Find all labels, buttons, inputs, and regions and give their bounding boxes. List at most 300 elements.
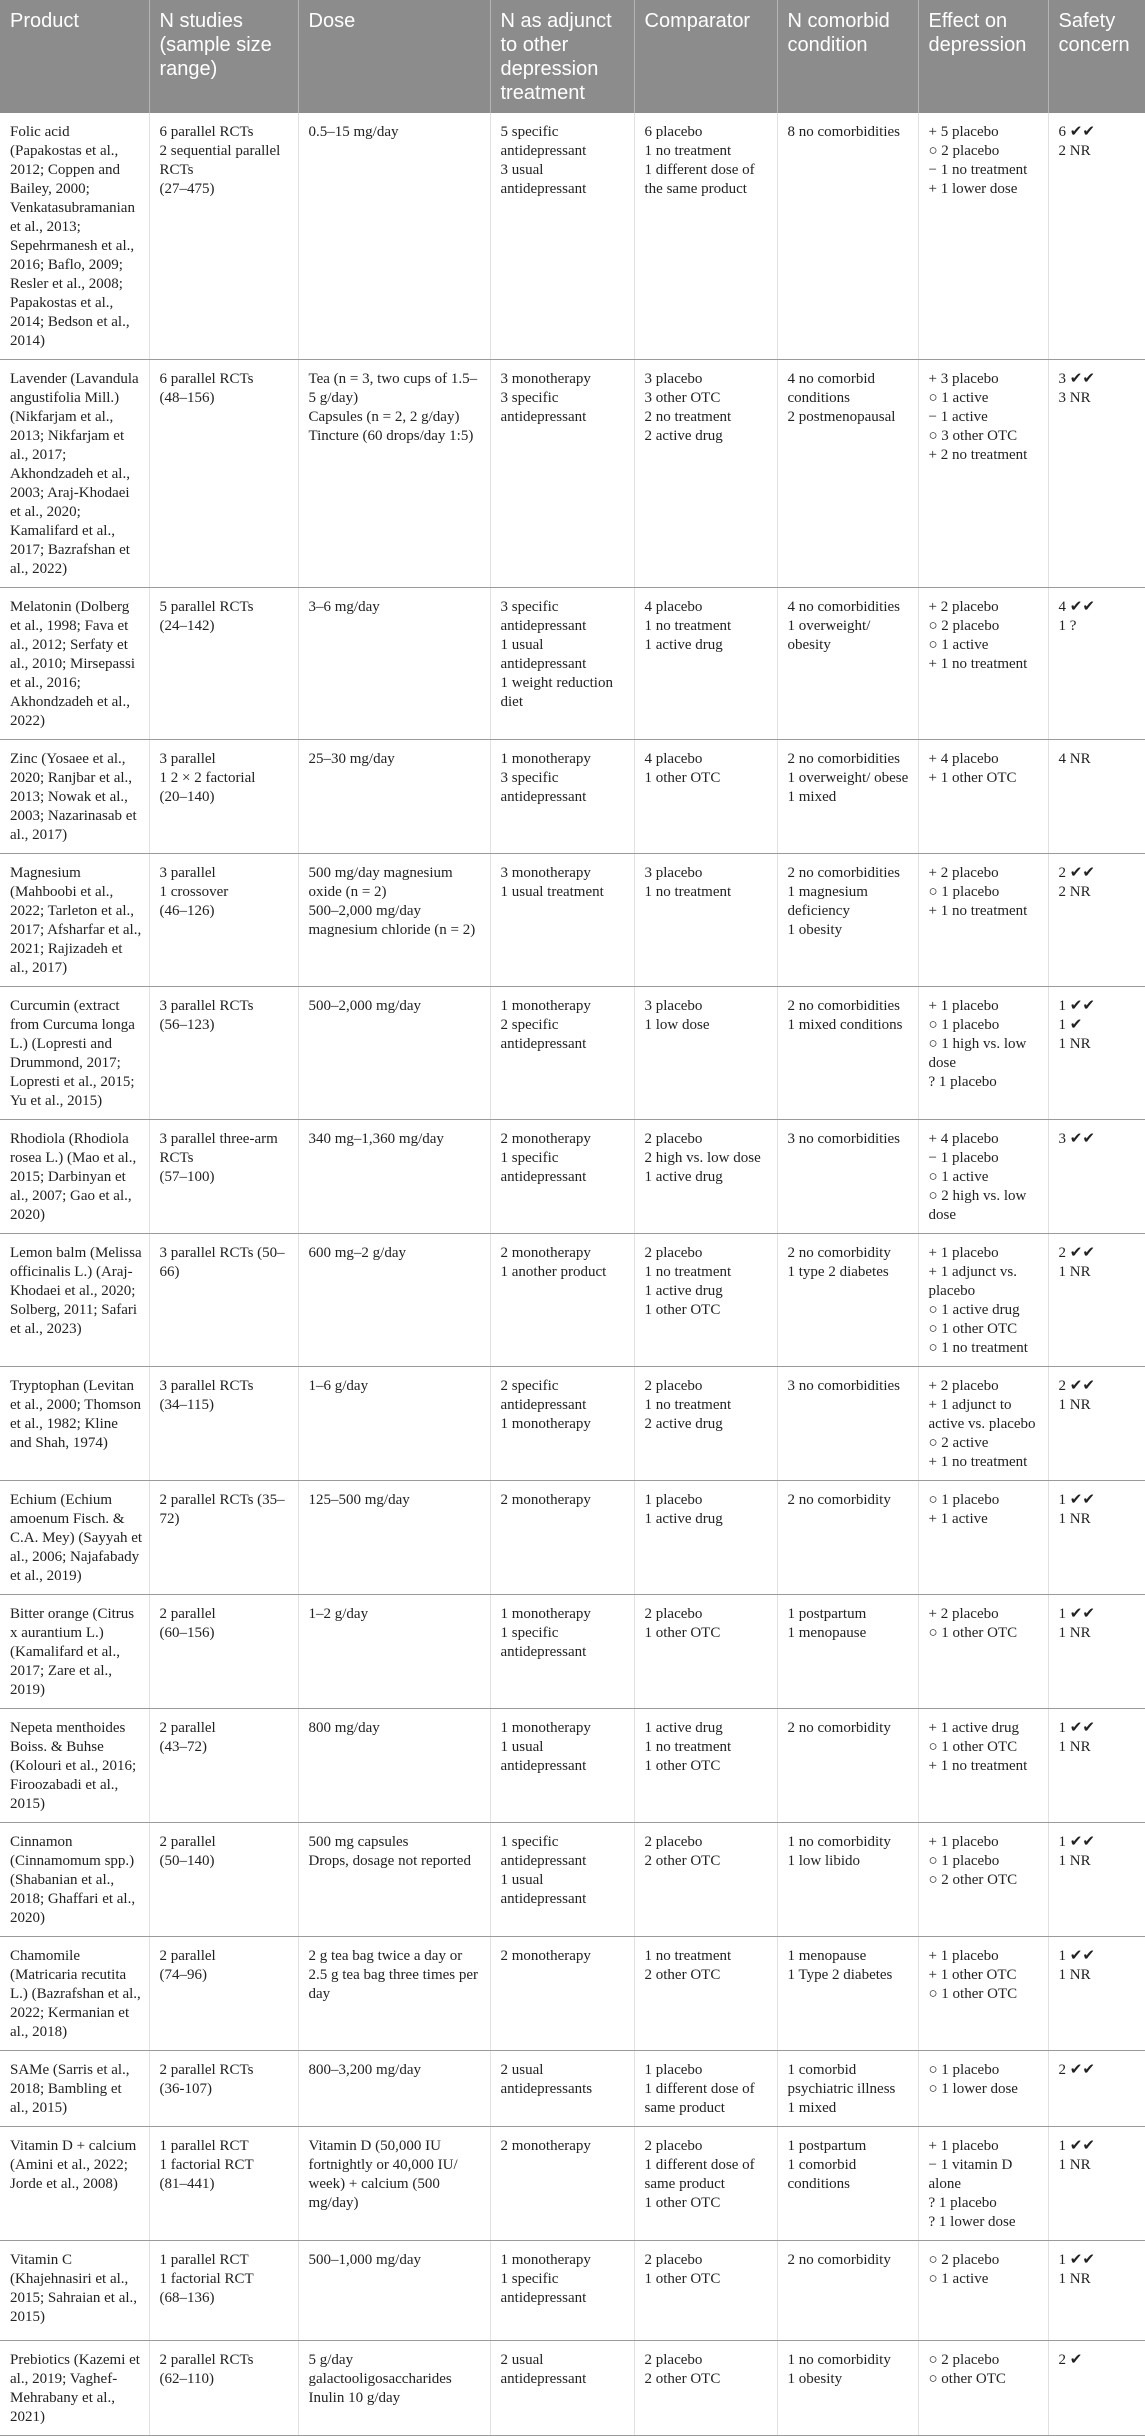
cell-text: 2 parallel (74–96) bbox=[159, 1948, 216, 1983]
cell-n-studies bbox=[149, 360, 298, 588]
cell-comparator bbox=[634, 740, 777, 854]
cell-text: 1–2 g/day bbox=[308, 1606, 369, 1622]
cell-comorbid bbox=[777, 2241, 918, 2341]
cell-text: 800 mg/day bbox=[308, 1720, 380, 1736]
cell-text: 1 specific antidepressant 1 usual antidepressant bbox=[500, 1834, 587, 1907]
cell-safety bbox=[1048, 1709, 1145, 1823]
cell-comorbid bbox=[777, 987, 918, 1120]
cell-effect bbox=[918, 1823, 1048, 1937]
cell-text: 3 no comorbidities bbox=[787, 1378, 900, 1394]
cell-safety bbox=[1048, 1234, 1145, 1367]
cell-adjunct bbox=[490, 1709, 634, 1823]
cell-safety bbox=[1048, 1937, 1145, 2051]
cell-text: 25–30 mg/day bbox=[308, 751, 395, 767]
cell-text: 1 ✔✔ 1 NR bbox=[1058, 1492, 1095, 1527]
cell-text: 2 placebo 2 other OTC bbox=[644, 1834, 721, 1869]
cell-adjunct bbox=[490, 1234, 634, 1367]
cell-text: 1 active drug 1 no treatment 1 other OTC bbox=[644, 1720, 732, 1774]
cell-text: Bitter orange (Citrus x aurantium L.) (Kamalifard et al., 2017; Zare et al., 2019) bbox=[10, 1606, 135, 1698]
cell-text: Melatonin (Dolberg et al., 1998; Fava et al., 2012; Serfaty et al., 2010; Mirsepassi et al., 2016; Akhondzadeh et al., 2022) bbox=[10, 599, 135, 729]
cell-text: 2 placebo 1 no treatment 2 active drug bbox=[644, 1378, 732, 1432]
cell-comparator bbox=[634, 1120, 777, 1234]
cell-safety bbox=[1048, 854, 1145, 987]
cell-text: 1 postpartum 1 menopause bbox=[787, 1606, 867, 1641]
cell-n-studies bbox=[149, 987, 298, 1120]
cell-text: 1 menopause 1 Type 2 diabetes bbox=[787, 1948, 893, 1983]
cell-text: 600 mg–2 g/day bbox=[308, 1245, 406, 1261]
cell-text: Zinc (Yosaee et al., 2020; Ranjbar et al., 2013; Nowak et al., 2003; Nazarinasab et al., 2017) bbox=[10, 751, 137, 843]
cell-dose bbox=[298, 2241, 490, 2341]
cell-text: 3 ✔✔ bbox=[1058, 1131, 1095, 1147]
cell-text: + 1 placebo + 1 other OTC ○ 1 other OTC bbox=[928, 1948, 1018, 2002]
cell-dose bbox=[298, 2051, 490, 2127]
cell-text: 2 placebo 1 other OTC bbox=[644, 2252, 721, 2287]
cell-text: + 1 placebo − 1 vitamin D alone ? 1 placebo ? 1 lower dose bbox=[928, 2138, 1016, 2230]
cell-text: 0.5–15 mg/day bbox=[308, 124, 399, 140]
cell-text: 1 ✔✔ 1 NR bbox=[1058, 1720, 1095, 1755]
cell-text: 3 parallel RCTs (34–115) bbox=[159, 1378, 254, 1413]
table-row bbox=[0, 1709, 1145, 1823]
cell-safety bbox=[1048, 2127, 1145, 2241]
cell-text: 5 specific antidepressant 3 usual antidepressant bbox=[500, 124, 587, 197]
table-row bbox=[0, 2127, 1145, 2241]
cell-effect bbox=[918, 1937, 1048, 2051]
cell-product bbox=[0, 1120, 149, 1234]
cell-dose bbox=[298, 1709, 490, 1823]
cell-adjunct bbox=[490, 113, 634, 360]
cell-n-studies bbox=[149, 1595, 298, 1709]
cell-dose bbox=[298, 2341, 490, 2436]
cell-text: 1 placebo 1 active drug bbox=[644, 1492, 723, 1527]
table-row bbox=[0, 113, 1145, 360]
cell-text: 340 mg–1,360 mg/day bbox=[308, 1131, 444, 1147]
cell-text: Vitamin D (50,000 IU fortnightly or 40,000 IU/ week) + calcium (500 mg/day) bbox=[308, 2138, 458, 2211]
cell-effect bbox=[918, 2241, 1048, 2341]
cell-text: 2 placebo 1 other OTC bbox=[644, 1606, 721, 1641]
cell-text: 1 ✔✔ 1 NR bbox=[1058, 1948, 1095, 1983]
cell-adjunct bbox=[490, 1120, 634, 1234]
cell-comorbid bbox=[777, 2051, 918, 2127]
cell-n-studies bbox=[149, 1234, 298, 1367]
cell-safety bbox=[1048, 588, 1145, 740]
cell-adjunct bbox=[490, 360, 634, 588]
cell-text: 5 parallel RCTs (24–142) bbox=[159, 599, 254, 634]
cell-product bbox=[0, 360, 149, 588]
cell-adjunct bbox=[490, 2127, 634, 2241]
cell-text: 1 ✔✔ 1 NR bbox=[1058, 2252, 1095, 2287]
cell-text: 4 placebo 1 other OTC bbox=[644, 751, 721, 786]
cell-effect bbox=[918, 1367, 1048, 1481]
cell-text: 1 monotherapy 1 specific antidepressant bbox=[500, 1606, 591, 1660]
cell-dose bbox=[298, 740, 490, 854]
cell-text: 2 ✔✔ 1 NR bbox=[1058, 1378, 1095, 1413]
cell-effect bbox=[918, 2051, 1048, 2127]
cell-dose bbox=[298, 588, 490, 740]
cell-text: 3 ✔✔ 3 NR bbox=[1058, 371, 1095, 406]
cell-text: Cinnamon (Cinnamomum spp.) (Shabanian et al., 2018; Ghaffari et al., 2020) bbox=[10, 1834, 136, 1926]
cell-text: ○ 2 placebo ○ other OTC bbox=[928, 2352, 1006, 2387]
cell-text: + 4 placebo − 1 placebo ○ 1 active ○ 2 high vs. low dose bbox=[928, 1131, 1027, 1223]
cell-text: + 1 active drug ○ 1 other OTC + 1 no treatment bbox=[928, 1720, 1028, 1774]
cell-n-studies bbox=[149, 2341, 298, 2436]
cell-text: 2 usual antidepressants bbox=[500, 2062, 593, 2097]
cell-n-studies bbox=[149, 1120, 298, 1234]
cell-adjunct bbox=[490, 588, 634, 740]
table-row bbox=[0, 1481, 1145, 1595]
cell-text: Lemon balm (Melissa officinalis L.) (Araj-Khodaei et al., 2020; Solberg, 2011; Safari et al., 2023) bbox=[10, 1245, 142, 1337]
cell-text: 2 no comorbidity bbox=[787, 1492, 891, 1508]
cell-n-studies bbox=[149, 2127, 298, 2241]
cell-text: Nepeta menthoides Boiss. & Buhse (Kolouri et al., 2016; Firoozabadi et al., 2015) bbox=[10, 1720, 137, 1812]
cell-adjunct bbox=[490, 740, 634, 854]
cell-text: + 2 placebo ○ 1 placebo + 1 no treatment bbox=[928, 865, 1028, 919]
cell-safety bbox=[1048, 113, 1145, 360]
cell-text: 1 monotherapy 2 specific antidepressant bbox=[500, 998, 591, 1052]
cell-text: Tea (n = 3, two cups of 1.5–5 g/day) Capsules (n = 2, 2 g/day) Tincture (60 drops/day 1:5) bbox=[308, 371, 478, 444]
cell-dose bbox=[298, 1120, 490, 1234]
cell-safety bbox=[1048, 1367, 1145, 1481]
cell-text: 4 placebo 1 no treatment 1 active drug bbox=[644, 599, 732, 653]
cell-comparator bbox=[634, 360, 777, 588]
cell-text: 1 ✔✔ 1 NR bbox=[1058, 1834, 1095, 1869]
cell-text: 2 parallel RCTs (62–110) bbox=[159, 2352, 254, 2387]
cell-text: 2 no comorbidity bbox=[787, 2252, 891, 2268]
cell-comorbid bbox=[777, 1120, 918, 1234]
table-row bbox=[0, 1595, 1145, 1709]
cell-effect bbox=[918, 360, 1048, 588]
cell-text: ○ 1 placebo + 1 active bbox=[928, 1492, 1000, 1527]
cell-text: 1 parallel RCT 1 factorial RCT (81–441) bbox=[159, 2138, 254, 2192]
cell-text: 4 no comorbid conditions 2 postmenopausal bbox=[787, 371, 896, 425]
table-row bbox=[0, 1120, 1145, 1234]
cell-text: 1 ✔✔ 1 NR bbox=[1058, 2138, 1095, 2173]
cell-text: 2 monotherapy bbox=[500, 1492, 591, 1508]
table-row bbox=[0, 987, 1145, 1120]
cell-text: 6 parallel RCTs 2 sequential parallel RCTs (27–475) bbox=[159, 124, 281, 197]
cell-effect bbox=[918, 987, 1048, 1120]
cell-adjunct bbox=[490, 1367, 634, 1481]
cell-text: + 3 placebo ○ 1 active − 1 active ○ 3 other OTC + 2 no treatment bbox=[928, 371, 1028, 463]
cell-effect bbox=[918, 740, 1048, 854]
cell-text: 3 no comorbidities bbox=[787, 1131, 900, 1147]
cell-dose bbox=[298, 854, 490, 987]
cell-comorbid bbox=[777, 740, 918, 854]
cell-text: 2 monotherapy bbox=[500, 1948, 591, 1964]
cell-text: 6 ✔✔ 2 NR bbox=[1058, 124, 1095, 159]
cell-text: 3 specific antidepressant 1 usual antidepressant 1 weight reduction diet bbox=[500, 599, 613, 710]
cell-text: Curcumin (extract from Curcuma longa L.) (Lopresti and Drummond, 2017; Lopresti et al., 2015; Yu et al., 2015) bbox=[10, 998, 135, 1109]
cell-comparator bbox=[634, 1481, 777, 1595]
header-effect: Effect on depression bbox=[918, 0, 1048, 113]
cell-text: Magnesium (Mahboobi et al., 2022; Tarleton et al., 2017; Afsharfar et al., 2021; Rajizadeh et al., 2017) bbox=[10, 865, 142, 976]
cell-text: ○ 2 placebo ○ 1 active bbox=[928, 2252, 1000, 2287]
cell-n-studies bbox=[149, 1481, 298, 1595]
cell-safety bbox=[1048, 1120, 1145, 1234]
cell-comparator bbox=[634, 1823, 777, 1937]
cell-text: 2 ✔✔ 2 NR bbox=[1058, 865, 1095, 900]
cell-text: 4 ✔✔ 1 ? bbox=[1058, 599, 1095, 634]
cell-text: 2 placebo 2 high vs. low dose 1 active drug bbox=[644, 1131, 761, 1185]
cell-text: 3 parallel 1 2 × 2 factorial (20–140) bbox=[159, 751, 256, 805]
cell-text: 500 mg capsules Drops, dosage not reported bbox=[308, 1834, 471, 1869]
cell-text: 3 parallel 1 crossover (46–126) bbox=[159, 865, 229, 919]
cell-comparator bbox=[634, 2051, 777, 2127]
cell-text: + 1 placebo ○ 1 placebo ○ 2 other OTC bbox=[928, 1834, 1018, 1888]
cell-product bbox=[0, 1823, 149, 1937]
cell-text: + 2 placebo + 1 adjunct to active vs. placebo ○ 2 active + 1 no treatment bbox=[928, 1378, 1036, 1470]
cell-text: ○ 1 placebo ○ 1 lower dose bbox=[928, 2062, 1018, 2097]
cell-text: Folic acid (Papakostas et al., 2012; Coppen and Bailey, 2000; Venkatasubramanian et al., 2013; Sepehrmanesh et al., 2016; Baflo, 2009; Resler et al., 2008; Papakostas et al., 2014; Bedson et al., 2014) bbox=[10, 124, 135, 349]
cell-adjunct bbox=[490, 1823, 634, 1937]
cell-text: 500–1,000 mg/day bbox=[308, 2252, 421, 2268]
cell-comorbid bbox=[777, 1481, 918, 1595]
cell-text: 2 no comorbidity 1 type 2 diabetes bbox=[787, 1245, 891, 1280]
cell-effect bbox=[918, 1234, 1048, 1367]
cell-adjunct bbox=[490, 2051, 634, 2127]
cell-text: 3 placebo 1 low dose bbox=[644, 998, 710, 1033]
cell-adjunct bbox=[490, 987, 634, 1120]
cell-product bbox=[0, 2341, 149, 2436]
cell-effect bbox=[918, 1481, 1048, 1595]
cell-comparator bbox=[634, 987, 777, 1120]
cell-text: 2 no comorbidities 1 magnesium deficiency 1 obesity bbox=[787, 865, 900, 938]
cell-effect bbox=[918, 1709, 1048, 1823]
cell-text: 2 placebo 2 other OTC bbox=[644, 2352, 721, 2387]
cell-text: Rhodiola (Rhodiola rosea L.) (Mao et al., 2015; Darbinyan et al., 2007; Gao et al., 2020) bbox=[10, 1131, 137, 1223]
table-row bbox=[0, 2051, 1145, 2127]
cell-dose bbox=[298, 1937, 490, 2051]
cell-comparator bbox=[634, 1367, 777, 1481]
cell-text: 1–6 g/day bbox=[308, 1378, 369, 1394]
header-comparator: Comparator bbox=[634, 0, 777, 113]
cell-n-studies bbox=[149, 1823, 298, 1937]
cell-text: 2 placebo 1 no treatment 1 active drug 1 other OTC bbox=[644, 1245, 732, 1318]
cell-effect bbox=[918, 2127, 1048, 2241]
cell-text: 2 monotherapy 1 specific antidepressant bbox=[500, 1131, 591, 1185]
cell-text: 800–3,200 mg/day bbox=[308, 2062, 421, 2078]
table-row bbox=[0, 588, 1145, 740]
header-adjunct: N as adjunct to other depression treatment bbox=[490, 0, 634, 113]
cell-adjunct bbox=[490, 1481, 634, 1595]
cell-text: 1 no treatment 2 other OTC bbox=[644, 1948, 732, 1983]
cell-safety bbox=[1048, 1823, 1145, 1937]
cell-n-studies bbox=[149, 1709, 298, 1823]
cell-n-studies bbox=[149, 1367, 298, 1481]
cell-text: 1 ✔✔ 1 NR bbox=[1058, 1606, 1095, 1641]
cell-text: 125–500 mg/day bbox=[308, 1492, 410, 1508]
cell-text: 1 postpartum 1 comorbid conditions bbox=[787, 2138, 867, 2192]
cell-safety bbox=[1048, 2051, 1145, 2127]
cell-text: 6 parallel RCTs (48–156) bbox=[159, 371, 254, 406]
cell-text: 3 parallel three-arm RCTs (57–100) bbox=[159, 1131, 278, 1185]
cell-product bbox=[0, 1595, 149, 1709]
cell-dose bbox=[298, 987, 490, 1120]
cell-text: 2 monotherapy 1 another product bbox=[500, 1245, 607, 1280]
cell-product bbox=[0, 1709, 149, 1823]
cell-text: + 1 placebo ○ 1 placebo ○ 1 high vs. low dose ? 1 placebo bbox=[928, 998, 1027, 1090]
cell-comorbid bbox=[777, 1823, 918, 1937]
cell-text: 500–2,000 mg/day bbox=[308, 998, 421, 1014]
cell-text: 1 no comorbidity 1 obesity bbox=[787, 2352, 891, 2387]
cell-text: + 4 placebo + 1 other OTC bbox=[928, 751, 1017, 786]
table-row bbox=[0, 2241, 1145, 2341]
cell-text: 2 parallel RCTs (35–72) bbox=[159, 1492, 285, 1527]
cell-product bbox=[0, 1367, 149, 1481]
cell-text: 1 no comorbidity 1 low libido bbox=[787, 1834, 891, 1869]
cell-comparator bbox=[634, 2241, 777, 2341]
cell-n-studies bbox=[149, 2051, 298, 2127]
cell-comorbid bbox=[777, 1937, 918, 2051]
cell-text: 2 parallel RCTs (36-107) bbox=[159, 2062, 254, 2097]
cell-text: 3 parallel RCTs (50–66) bbox=[159, 1245, 285, 1280]
table-row bbox=[0, 1234, 1145, 1367]
cell-effect bbox=[918, 588, 1048, 740]
cell-text: Vitamin D + calcium (Amini et al., 2022; Jorde et al., 2008) bbox=[10, 2138, 137, 2192]
cell-text: 2 parallel (43–72) bbox=[159, 1720, 216, 1755]
cell-comparator bbox=[634, 1937, 777, 2051]
cell-text: 2 specific antidepressant 1 monotherapy bbox=[500, 1378, 591, 1432]
cell-effect bbox=[918, 1595, 1048, 1709]
cell-text: + 2 placebo ○ 1 other OTC bbox=[928, 1606, 1018, 1641]
cell-text: + 5 placebo ○ 2 placebo − 1 no treatment + 1 lower dose bbox=[928, 124, 1028, 197]
table-row bbox=[0, 1823, 1145, 1937]
cell-n-studies bbox=[149, 113, 298, 360]
cell-adjunct bbox=[490, 1937, 634, 2051]
header-safety: Safety concern bbox=[1048, 0, 1145, 113]
cell-text: 3 placebo 1 no treatment bbox=[644, 865, 732, 900]
cell-product bbox=[0, 2241, 149, 2341]
cell-product bbox=[0, 588, 149, 740]
header-dose: Dose bbox=[298, 0, 490, 113]
header-row bbox=[0, 0, 1145, 113]
cell-effect bbox=[918, 113, 1048, 360]
table-row bbox=[0, 1367, 1145, 1481]
cell-text: 1 monotherapy 1 specific antidepressant bbox=[500, 2252, 591, 2306]
cell-comparator bbox=[634, 1595, 777, 1709]
cell-product bbox=[0, 1481, 149, 1595]
table-row bbox=[0, 1937, 1145, 2051]
cell-product bbox=[0, 1937, 149, 2051]
cell-text: 1 monotherapy 1 usual antidepressant bbox=[500, 1720, 591, 1774]
cell-text: Echium (Echium amoenum Fisch. & C.A. Mey) (Sayyah et al., 2006; Najafabady et al., 2019) bbox=[10, 1492, 143, 1584]
cell-comorbid bbox=[777, 2127, 918, 2241]
cell-dose bbox=[298, 1481, 490, 1595]
cell-safety bbox=[1048, 2241, 1145, 2341]
cell-text: 1 comorbid psychiatric illness 1 mixed bbox=[787, 2062, 896, 2116]
cell-n-studies bbox=[149, 2241, 298, 2341]
cell-text: 2 monotherapy bbox=[500, 2138, 591, 2154]
cell-text: 3–6 mg/day bbox=[308, 599, 380, 615]
cell-product bbox=[0, 740, 149, 854]
cell-text: Vitamin C (Khajehnasiri et al., 2015; Sahraian et al., 2015) bbox=[10, 2252, 138, 2325]
cell-product bbox=[0, 2127, 149, 2241]
table-row bbox=[0, 360, 1145, 588]
cell-text: 2 no comorbidities 1 overweight/ obese 1 mixed bbox=[787, 751, 909, 805]
cell-adjunct bbox=[490, 2341, 634, 2436]
cell-dose bbox=[298, 360, 490, 588]
cell-product bbox=[0, 2051, 149, 2127]
cell-safety bbox=[1048, 1595, 1145, 1709]
cell-product bbox=[0, 113, 149, 360]
cell-comparator bbox=[634, 2341, 777, 2436]
cell-dose bbox=[298, 1367, 490, 1481]
cell-text: 2 no comorbidities 1 mixed conditions bbox=[787, 998, 903, 1033]
cell-text: 1 parallel RCT 1 factorial RCT (68–136) bbox=[159, 2252, 254, 2306]
cell-comparator bbox=[634, 1709, 777, 1823]
table-row bbox=[0, 740, 1145, 854]
cell-text: 500 mg/day magnesium oxide (n = 2) 500–2,000 mg/day magnesium chloride (n = 2) bbox=[308, 865, 476, 938]
cell-text: 2 ✔✔ bbox=[1058, 2062, 1095, 2078]
cell-dose bbox=[298, 1823, 490, 1937]
cell-text: 2 no comorbidity bbox=[787, 1720, 891, 1736]
cell-effect bbox=[918, 2341, 1048, 2436]
cell-text: + 1 placebo + 1 adjunct vs. placebo ○ 1 active drug ○ 1 other OTC ○ 1 no treatment bbox=[928, 1245, 1028, 1356]
header-n-studies: N studies (sample size range) bbox=[149, 0, 298, 113]
cell-safety bbox=[1048, 987, 1145, 1120]
cell-text: 5 g/day galactooligosaccharides Inulin 10 g/day bbox=[308, 2352, 452, 2406]
cell-comorbid bbox=[777, 1367, 918, 1481]
cell-product bbox=[0, 854, 149, 987]
cell-comparator bbox=[634, 2127, 777, 2241]
cell-comorbid bbox=[777, 113, 918, 360]
cell-dose bbox=[298, 113, 490, 360]
cell-adjunct bbox=[490, 854, 634, 987]
cell-text: + 2 placebo ○ 2 placebo ○ 1 active + 1 no treatment bbox=[928, 599, 1028, 672]
cell-product bbox=[0, 1234, 149, 1367]
cell-comparator bbox=[634, 588, 777, 740]
cell-dose bbox=[298, 1234, 490, 1367]
cell-adjunct bbox=[490, 2241, 634, 2341]
cell-comorbid bbox=[777, 1595, 918, 1709]
cell-text: 2 parallel (50–140) bbox=[159, 1834, 216, 1869]
cell-text: 3 parallel RCTs (56–123) bbox=[159, 998, 254, 1033]
cell-text: 8 no comorbidities bbox=[787, 124, 900, 140]
cell-text: 1 placebo 1 different dose of same product bbox=[644, 2062, 755, 2116]
cell-comparator bbox=[634, 113, 777, 360]
cell-dose bbox=[298, 2127, 490, 2241]
cell-text: Lavender (Lavandula angustifolia Mill.) (Nikfarjam et al., 2013; Nikfarjam et al., 2017; Akhondzadeh et al., 2003; Araj-Khodaei et al., 2020; Kamalifard et al., 2017; Bazrafshan et al., 2022) bbox=[10, 371, 139, 577]
cell-text: Prebiotics (Kazemi et al., 2019; Vaghef-Mehrabany et al., 2021) bbox=[10, 2352, 140, 2425]
header-product: Product bbox=[0, 0, 149, 113]
cell-text: Chamomile (Matricaria recutita L.) (Bazrafshan et al., 2022; Kermanian et al., 2018) bbox=[10, 1948, 141, 2040]
cell-dose bbox=[298, 1595, 490, 1709]
cell-text: 3 monotherapy 3 specific antidepressant bbox=[500, 371, 591, 425]
cell-n-studies bbox=[149, 854, 298, 987]
cell-n-studies bbox=[149, 588, 298, 740]
cell-text: 1 monotherapy 3 specific antidepressant bbox=[500, 751, 591, 805]
cell-text: SAMe (Sarris et al., 2018; Bambling et al., 2015) bbox=[10, 2062, 130, 2116]
cell-text: 2 usual antidepressant bbox=[500, 2352, 587, 2387]
cell-n-studies bbox=[149, 740, 298, 854]
cell-safety bbox=[1048, 740, 1145, 854]
cell-text: 2 ✔✔ 1 NR bbox=[1058, 1245, 1095, 1280]
cell-text: 4 no comorbidities 1 overweight/ obesity bbox=[787, 599, 900, 653]
cell-text: 4 NR bbox=[1058, 751, 1091, 767]
cell-text: 2 ✔ bbox=[1058, 2352, 1083, 2368]
cell-safety bbox=[1048, 2341, 1145, 2436]
cell-adjunct bbox=[490, 1595, 634, 1709]
cell-comorbid bbox=[777, 360, 918, 588]
cell-text: 3 monotherapy 1 usual treatment bbox=[500, 865, 604, 900]
cell-safety bbox=[1048, 1481, 1145, 1595]
cell-text: 2 parallel (60–156) bbox=[159, 1606, 216, 1641]
cell-text: 3 placebo 3 other OTC 2 no treatment 2 active drug bbox=[644, 371, 732, 444]
cell-effect bbox=[918, 854, 1048, 987]
cell-n-studies bbox=[149, 1937, 298, 2051]
cell-comorbid bbox=[777, 588, 918, 740]
cell-text: 1 ✔✔ 1 ✔ 1 NR bbox=[1058, 998, 1095, 1052]
cell-text: 6 placebo 1 no treatment 1 different dose of the same product bbox=[644, 124, 755, 197]
